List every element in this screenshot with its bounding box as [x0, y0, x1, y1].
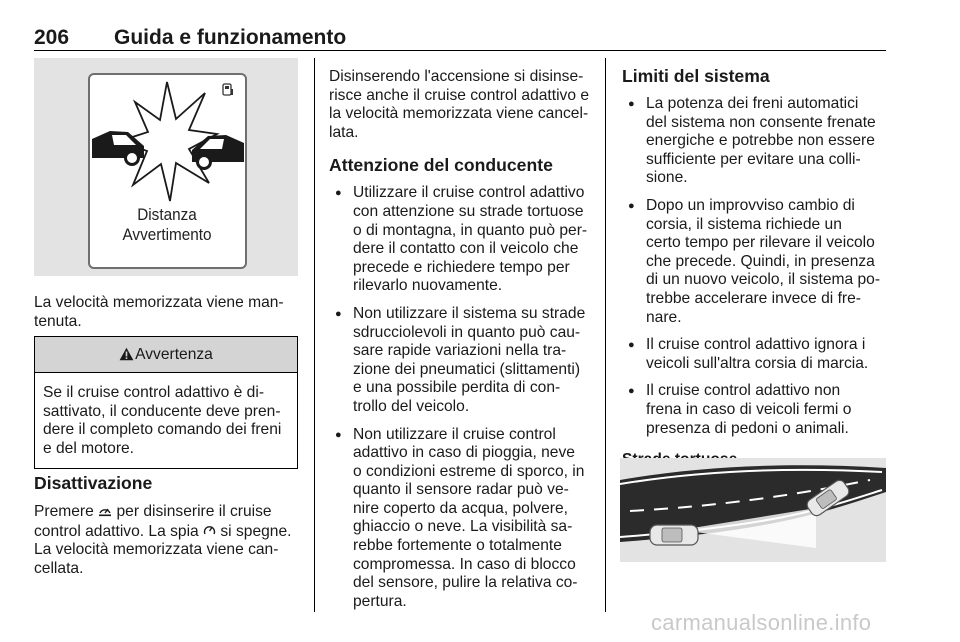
list-item — [329, 184, 597, 296]
deactivation-heading: Disattivazione — [34, 473, 153, 493]
list-line: compromessa. In caso di blocco — [353, 555, 576, 573]
page-title: Guida e funzionamento — [114, 26, 347, 49]
deactivation-line: La velocità memorizzata viene can- — [34, 541, 279, 559]
warning-box-header — [35, 337, 297, 373]
own-vehicle-icon — [650, 525, 698, 545]
list-line: ● Dopo un improvviso cambio di — [646, 196, 855, 214]
display-line-2: Avvertimento — [122, 225, 212, 244]
list-line: che precede. Quindi, in presenza — [646, 252, 875, 270]
page-number: 206 — [34, 26, 70, 49]
list-item — [622, 197, 890, 327]
illustration-caption — [34, 294, 304, 331]
list-line: dere il contatto con il veicolo che — [353, 240, 579, 258]
list-line: frena in caso di veicoli fermi o — [646, 400, 852, 418]
list-line: e una possibile perdita di con- — [353, 379, 561, 397]
list-line: trollo del veicolo. — [353, 397, 470, 415]
intro-line: la velocità memorizzata viene cancel- — [329, 105, 589, 123]
caption-line: La velocità memorizzata viene man- — [34, 294, 284, 311]
list-line: corsia, il sistema richiede un — [646, 215, 842, 233]
list-line: precede e richiedere tempo per — [353, 258, 570, 276]
display-line-1: Distanza — [137, 205, 197, 224]
list-line: ● Il cruise control adattivo non — [646, 382, 841, 400]
warning-title: Avvertenza — [135, 346, 213, 363]
warning-triangle-icon — [119, 339, 134, 375]
list-line: pertura. — [353, 592, 407, 610]
header-rule — [34, 50, 886, 51]
list-line: veicoli sull'altra corsia di marcia. — [646, 354, 869, 372]
instrument-display — [88, 73, 247, 269]
intro-line: Disinserendo l'accensione si disinse- — [329, 68, 584, 85]
list-line: sufficiente per evitare una colli- — [646, 150, 861, 168]
warning-line: sattivato, il conducente deve pren- — [43, 402, 281, 420]
warning-line: Se il cruise control adattivo è di- — [43, 384, 265, 401]
list-line: quanto il sensore radar può ve- — [353, 481, 569, 499]
list-line: o condizioni estreme di sporco, in — [353, 462, 585, 480]
list-line: adattivo in caso di pioggia, neve — [353, 444, 575, 462]
list-line: sione. — [646, 169, 688, 187]
system-limits-list — [622, 95, 890, 438]
list-line: ghiaccio o neve. La visibilità sa- — [353, 518, 573, 536]
vehicle-corner-icon — [222, 83, 234, 97]
list-line: ● Utilizzare il cruise control adattivo — [353, 184, 585, 202]
list-line: certo tempo per rilevare il veicolo — [646, 234, 875, 252]
warning-display-illustration — [34, 58, 298, 276]
warning-line: e del motore. — [43, 439, 135, 457]
caption-line: tenuta. — [34, 312, 82, 330]
deactivation-text: per disinserire il cruise — [112, 503, 272, 520]
warning-line: dere il completo comando dei freni — [43, 421, 282, 439]
cruise-control-button-icon — [98, 503, 112, 519]
list-line: di un nuovo veicolo, il sistema po- — [646, 271, 881, 289]
list-line: trebbe accelerare invece di fre- — [646, 289, 861, 307]
list-line: ● La potenza dei freni automatici — [646, 95, 859, 112]
list-line: presenza di pedoni o animali. — [646, 419, 849, 437]
list-line: energiche e potrebbe non essere — [646, 132, 875, 150]
list-item — [622, 336, 890, 373]
list-line: ● Non utilizzare il cruise control — [353, 425, 556, 443]
list-line: con attenzione su strade tortuose — [353, 202, 584, 220]
deactivation-line — [34, 522, 309, 542]
right-car-icon — [190, 132, 246, 170]
list-line: rebbe fortemente o totalmente — [353, 537, 562, 555]
list-item — [329, 426, 597, 612]
list-line: del sensore, pulire la relativa co- — [353, 574, 578, 592]
list-line: del sistema non consente frenate — [646, 113, 876, 131]
driver-attention-list — [329, 184, 597, 611]
warning-box — [34, 336, 298, 469]
deactivation-text: control adattivo. La spia — [34, 522, 204, 540]
watermark: carmanualsonline.info — [651, 610, 872, 635]
list-line: ● Il cruise control adattivo ignora i — [646, 336, 866, 354]
cruise-control-lamp-icon — [203, 523, 216, 539]
list-line: o di montagna, in quanto può per- — [353, 221, 588, 239]
intro-line: risce anche il cruise control adattivo e — [329, 86, 590, 104]
intro-line: lata. — [329, 123, 359, 141]
column-divider-1 — [314, 58, 315, 612]
intro-paragraph — [329, 68, 597, 142]
column-2 — [329, 68, 597, 611]
list-line: sare rapide variazioni nella tra- — [353, 342, 567, 360]
winding-road-illustration — [620, 458, 886, 562]
list-line: ● Non utilizzare il sistema su strade — [353, 304, 586, 322]
list-item — [622, 382, 890, 438]
deactivation-line — [34, 502, 309, 522]
list-line: nare. — [646, 308, 682, 326]
list-line: nire coperto da acqua, polvere, — [353, 499, 568, 517]
list-item — [622, 95, 890, 188]
deactivation-text: Premere — [34, 503, 99, 520]
curved-road-graphic — [620, 458, 886, 562]
system-limits-heading: Limiti del sistema — [622, 66, 770, 86]
driver-attention-heading: Attenzione del conducente — [329, 155, 553, 176]
list-line: sdrucciolevoli in quanto può cau- — [353, 323, 581, 341]
deactivation-section — [34, 473, 309, 578]
column-divider-2 — [605, 58, 606, 612]
left-car-icon — [90, 128, 146, 166]
deactivation-line: cellata. — [34, 559, 84, 577]
deactivation-text: si spegne. — [216, 522, 292, 540]
list-line: zione dei pneumatici (slittamenti) — [353, 360, 581, 378]
column-3 — [622, 66, 890, 469]
warning-box-body — [35, 373, 297, 468]
display-text — [98, 205, 237, 245]
list-line: rilevarlo nuovamente. — [353, 277, 503, 295]
list-item — [329, 305, 597, 417]
